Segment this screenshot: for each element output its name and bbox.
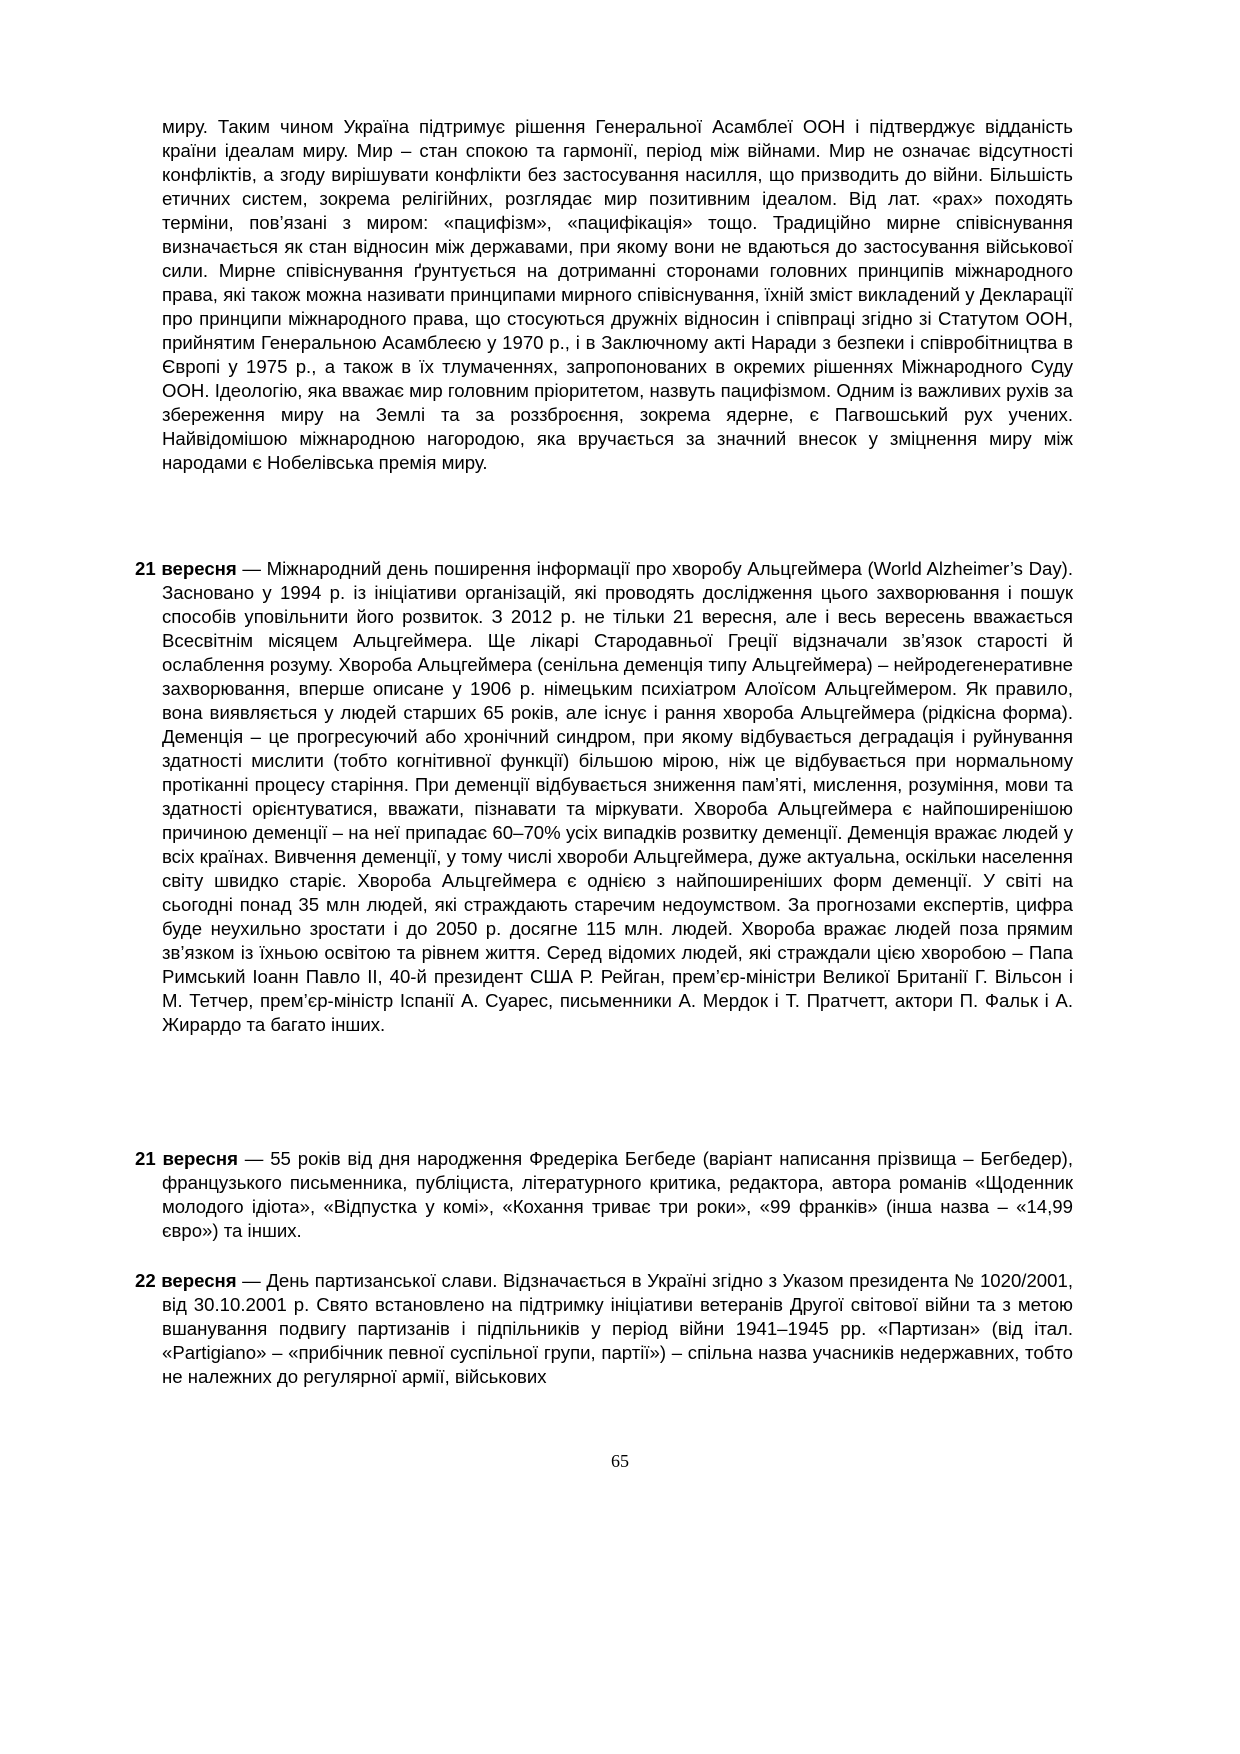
entry-date: 21 вересня <box>135 558 237 579</box>
intro-paragraph: миру. Таким чином Україна підтримує рішення Генеральної Асамблеї ООН і підтверджує відданість країни ідеалам миру. Мир – стан спокою та гармонії, період між війнами. Мир не означає відсутності конфліктів, а згоду вирішувати конфлікти без застосування насилля, що призводить до війни. Більшість етичних систем, зокрема релігійних, розглядає мир позитивним ідеалом. Від лат. «pax» походять терміни, пов’язані з миром: «пацифізм», «пацифікація» тощо. Традиційно мирне співіснування визначається як стан відносин між державами, при якому вони не вдаються до застосування військової сили. Мирне співіснування ґрунтується на дотриманні сторонами головних принципів міжнародного права, які також можна називати принципами мирного співіснування, їхній зміст викладений у Декларації про принципи міжнародного права, що стосуються дружніх відносин і співпраці згідно зі Статутом ООН, прийнятим Генеральною Асамблеєю у 1970 р., і в Заключному акті Наради з безпеки і співробітництва в Європі у 1975 р., а також в їх тлумаченнях, запропонованих в окремих рішеннях Міжнародного Суду ООН. Ідеологію, яка вважає мир головним пріоритетом, назвуть пацифізмом. Одним із важливих рухів за збереження миру на Землі та за роззброєння, зокрема ядерне, є Пагвошський рух учених. Найвідомішою міжнародною нагородою, яка вручається за значний внесок у зміцнення миру між народами є Нобелівська премія миру. <box>162 116 1073 473</box>
entry-beigbeder <box>135 1147 1073 1243</box>
entry-text: — 55 років від дня народження Фредеріка Бегбеде (варіант написання прізвища – Бегбедер), французького письменника, публіциста, літературного критика, редактора, автора романів «Щоденник молодого ідіота», «Відпустка у комі», «Кохання триває три роки», «99 франків» (інша назва – «14,99 євро») та інших. <box>162 1148 1073 1241</box>
page-number: 65 <box>611 1451 629 1471</box>
entry-date: 21 вересня <box>135 1148 238 1169</box>
entry-date: 22 вересня <box>135 1270 237 1291</box>
entry-text: — Міжнародний день поширення інформації про хворобу Альцгеймера (World Alzheimer’s Day). Засновано у 1994 р. із ініціативи організацій, які проводять дослідження цього захворювання і пошук способів уповільнити його розвиток. З 2012 р. не тільки 21 вересня, але і весь вересень вважається Всесвітнім місяцем Альцгеймера. Ще лікарі Стародавньої Греції відзначали зв’язок старості й ослаблення розуму. Хвороба Альцгеймера (сенільна деменція типу Альцгеймера) – нейродегенеративне захворювання, вперше описане у 1906 р. німецьким психіатром Алоїсом Альцгеймером. Як правило, вона виявляється у людей старших 65 років, але існує і рання хвороба Альцгеймера (рідкісна форма). Деменція – це прогресуючий або хронічний синдром, при якому відбувається деградація і руйнування здатності мислити (тобто когнітивної функції) більшою мірою, ніж це відбувається при нормальному протіканні процесу старіння. При деменції відбувається зниження пам’яті, мислення, розуміння, мови та здатності орієнтуватися, вважати, пізнавати та міркувати. Хвороба Альцгеймера є найпоширенішою причиною деменції – на неї припадає 60–70% усіх випадків розвитку деменції. Деменція вражає людей у всіх країнах. Вивчення деменції, у тому числі хвороби Альцгеймера, дуже актуальна, оскільки населення світу швидко старіє. Хвороба Альцгеймера є однією з найпоширеніших форм деменції. У світі на сьогодні понад 35 млн людей, які страждають старечим недоумством. За прогнозами експертів, цифра буде неухильно зростати і до 2050 р. досягне 115 млн. людей. Хвороба вражає людей поза прямим зв’язком із їхньою освітою та рівнем життя. Серед відомих людей, які страждали цією хворобою – Папа Римський Іоанн Павло ІІ, 40-й президент США Р. Рейган, прем’єр-міністри Великої Британії Г. Вільсон і М. Тетчер, прем’єр-міністр Іспанії А. Суарес, письменники А. Мердок і Т. Пратчетт, актори П. Фальк і А. Жирардо та багато інших. <box>162 558 1074 1035</box>
entry-text: — День партизанської слави. Відзначається в Україні згідно з Указом президента № 1020/2001, від 30.10.2001 р. Свято встановлено на підтримку ініціативи ветеранів Другої світової війни та з метою вшанування подвигу партизанів і підпільників у період війни 1941–1945 рр. «Партизан» (від італ. «Partigiano» – «прибічник певної суспільної групи, партії») – спільна назва учасників недержавних, тобто не належних до регулярної армії, військових <box>162 1270 1073 1387</box>
entry-alzheimers-day <box>135 557 1073 1037</box>
entry-partisan-day <box>135 1269 1073 1389</box>
